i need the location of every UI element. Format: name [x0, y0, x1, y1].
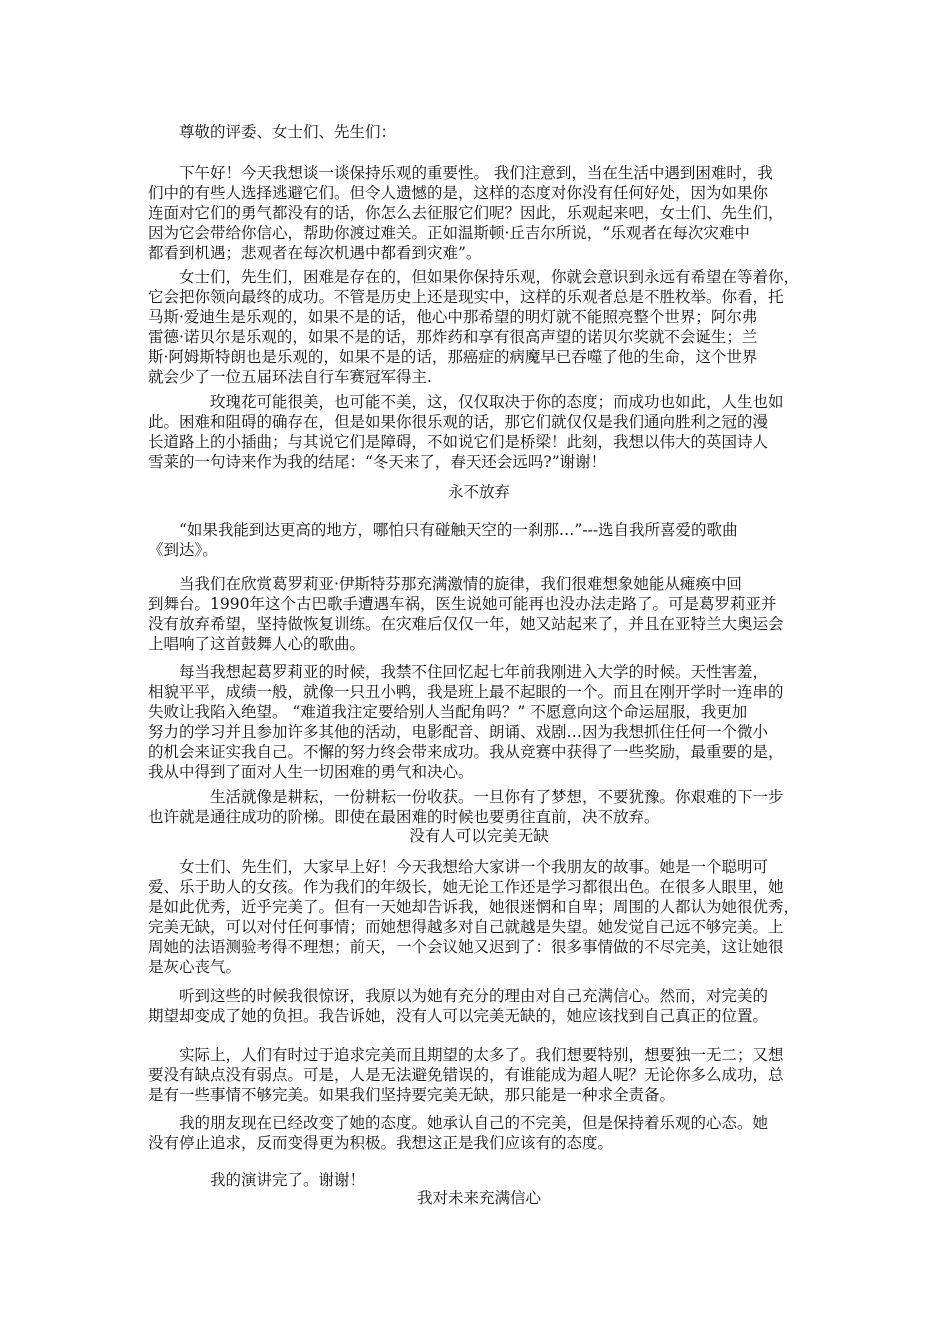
paragraph-4: [148, 574, 810, 654]
paragraph-5: [148, 662, 810, 782]
salutation: [148, 122, 810, 142]
paragraph-line: 相貌平平，成绩一般，就像一只丑小鸭，我是班上最不起眼的一个。而且在刚开学时一连串的: [148, 683, 784, 701]
paragraph-line: 也许就是通往成功的阶梯。即使在最困难的时候也要勇往直前，决不放弃。: [148, 808, 660, 826]
paragraph-2: [148, 267, 810, 387]
paragraph-line: 努力的学习并且参加许多其他的活动，电影配音、朗诵、戏剧…因为我想抓住任何一个微小: [148, 723, 769, 741]
quote-line: 《到达》。: [148, 541, 218, 559]
paragraph-line: 听到这些的时候我很惊讶，我原以为她有充分的理由对自己充满信心。然而，对完美的: [179, 987, 769, 1005]
paragraph-line: 玫瑰花可能很美，也可能不美，这，仅仅取决于你的态度；而成功也如此，人生也如: [210, 393, 784, 411]
paragraph-line: 们中的有些人选择逃避它们。但令人遗憾的是，这样的态度对你没有任何好处，因为如果你: [148, 184, 769, 202]
paragraph-line: 爱、乐于助人的女孩。作为我们的年级长，她无论工作还是学习都很出色。在很多人眼里，她: [148, 878, 784, 896]
paragraph-3: [148, 392, 810, 472]
paragraph-line: 生活就像是耕耘，一份耕耘一份收获。一旦你有了梦想，不要犹豫。你艰难的下一步: [210, 788, 784, 806]
paragraph-line: 没有停止追求，反而变得更为积极。我想这正是我们应该有的态度。: [148, 1134, 614, 1152]
paragraph-line: 是如此优秀，近乎完美了。但有一天她却告诉我，她很迷惘和自卑；周围的人都认为她很优秀，: [148, 898, 800, 916]
paragraph-line: 下午好！今天我想谈一谈保持乐观的重要性。 我们注意到，当在生活中遇到困难时，我: [179, 164, 773, 182]
paragraph-line: 完美无缺，可以对付任何事情；而她想得越多对自己就越是失望。她发觉自己远不够完美。上: [148, 918, 784, 936]
paragraph-line: 的机会来证实我自己。不懈的努力终会带来成功。我从竞赛中获得了一些奖励，最重要的是，: [148, 743, 784, 761]
paragraph-line: 当我们在欣赏葛罗莉亚·伊斯特芬那充满激情的旋律，我们很难想象她能从瘫痪中回: [179, 575, 742, 593]
section-title-confident-future: 我对未来充满信心: [416, 1189, 541, 1207]
paragraph-line: 都看到机遇；悲观者在每次机遇中都看到灾难”。: [148, 244, 482, 262]
section-title-nobody-perfect: 没有人可以完美无缺: [409, 827, 549, 845]
paragraph-line: 它会把你领向最终的成功。不管是历史上还是现实中，这样的乐观者总是不胜枚举。你看，托: [148, 288, 784, 306]
paragraph-line: 此。困难和阻碍的确存在，但是如果你很乐观的话，那它们就仅仅是我们通向胜利之冠的漫: [148, 413, 769, 431]
paragraph-line: 因为它会带给你信心，帮助你渡过难关。正如温斯顿·丘吉尔所说，“乐观者在每次灾难中: [148, 224, 750, 242]
paragraph-line: 就会少了一位五届环法自行车赛冠军得主.: [148, 368, 432, 386]
closing-line: [148, 1170, 810, 1190]
paragraph-line: 马斯·爱迪生是乐观的，如果不是的话，他心中那希望的明灯就不能照亮整个世界；阿尔弗: [148, 308, 758, 326]
paragraph-line: 要没有缺点没有弱点。可是，人是无法避免错误的，有谁能成为超人呢？无论你多么成功，总: [148, 1066, 784, 1084]
quote-line: “如果我能到达更高的地方，哪怕只有碰触天空的一刹那…”---选自我所喜爱的歌曲: [179, 521, 738, 539]
paragraph-line: 女士们，先生们，困难是存在的，但如果你保持乐观，你就会意识到永远有希望在等着你，: [179, 268, 800, 286]
paragraph-line: 是灰心丧气。: [148, 958, 242, 976]
paragraph-line: 长道路上的小插曲；与其说它们是障碍，不如说它们是桥梁！此刻，我想以伟大的英国诗人: [148, 433, 769, 451]
paragraph-line: 每当我想起葛罗莉亚的时候，我禁不住回忆起七年前我刚进入大学的时候。天性害羞，: [179, 663, 769, 681]
paragraph-line: 实际上，人们有时过于追求完美而且期望的太多了。我们想要特别，想要独一无二；又想: [179, 1046, 784, 1064]
paragraph-line: 失败让我陷入绝望。 “难道我注定要给别人当配角吗？” 不愿意向这个命运屈服，我更加: [148, 703, 748, 721]
paragraph-line: 我的演讲完了。谢谢！: [210, 1171, 366, 1189]
paragraph-7: [148, 857, 810, 977]
paragraph-6: [148, 787, 810, 827]
paragraph-line: 连面对它们的勇气都没有的话，你怎么去征服它们呢？因此，乐观起来吧，女士们、先生们，: [148, 204, 784, 222]
paragraph-line: 是有一些事情不够完美。如果我们坚持要完美无缺，那只能是一种求全责备。: [148, 1086, 676, 1104]
paragraph-10: [148, 1113, 810, 1153]
paragraph-line: 到舞台。1990年这个古巴歌手遭遇车祸，医生说她可能再也没办法走路了。可是葛罗莉亚并: [148, 595, 777, 613]
song-quote: [148, 520, 810, 560]
salutation-line: 尊敬的评委、女士们、先生们：: [179, 123, 397, 141]
paragraph-line: 雷德·诺贝尔是乐观的，如果不是的话，那炸药和享有很高声望的诺贝尔奖就不会诞生；兰: [148, 328, 758, 346]
paragraph-line: 上唱响了这首鼓舞人心的歌曲。: [148, 635, 366, 653]
section-title-never-give-up: 永不放弃: [447, 483, 510, 501]
paragraph-9: [148, 1045, 810, 1105]
paragraph-line: 女士们、先生们，大家早上好！今天我想给大家讲一个我朋友的故事。她是一个聪明可: [179, 858, 769, 876]
paragraph-8: [148, 986, 810, 1026]
paragraph-line: 我的朋友现在已经改变了她的态度。她承认自己的不完美，但是保持着乐观的心态。她: [179, 1114, 769, 1132]
paragraph-line: 没有放弃希望，坚持做恢复训练。在灾难后仅仅一年，她又站起来了，并且在亚特兰大奥运会: [148, 615, 784, 633]
paragraph-line: 周她的法语测验考得不理想；前天，一个会议她又迟到了：很多事情做的不尽完美，这让她很: [148, 938, 784, 956]
paragraph-line: 雪莱的一句诗来作为我的结尾：“冬天来了，春天还会远吗?”谢谢！: [148, 453, 607, 471]
paragraph-1: [148, 163, 810, 263]
paragraph-line: 斯·阿姆斯特朗也是乐观的，如果不是的话，那癌症的病魔早已吞噬了他的生命，这个世界: [148, 348, 758, 366]
paragraph-line: 我从中得到了面对人生一切困难的勇气和决心。: [148, 763, 474, 781]
paragraph-line: 期望却变成了她的负担。我告诉她，没有人可以完美无缺的，她应该找到自己真正的位置。: [148, 1007, 769, 1025]
